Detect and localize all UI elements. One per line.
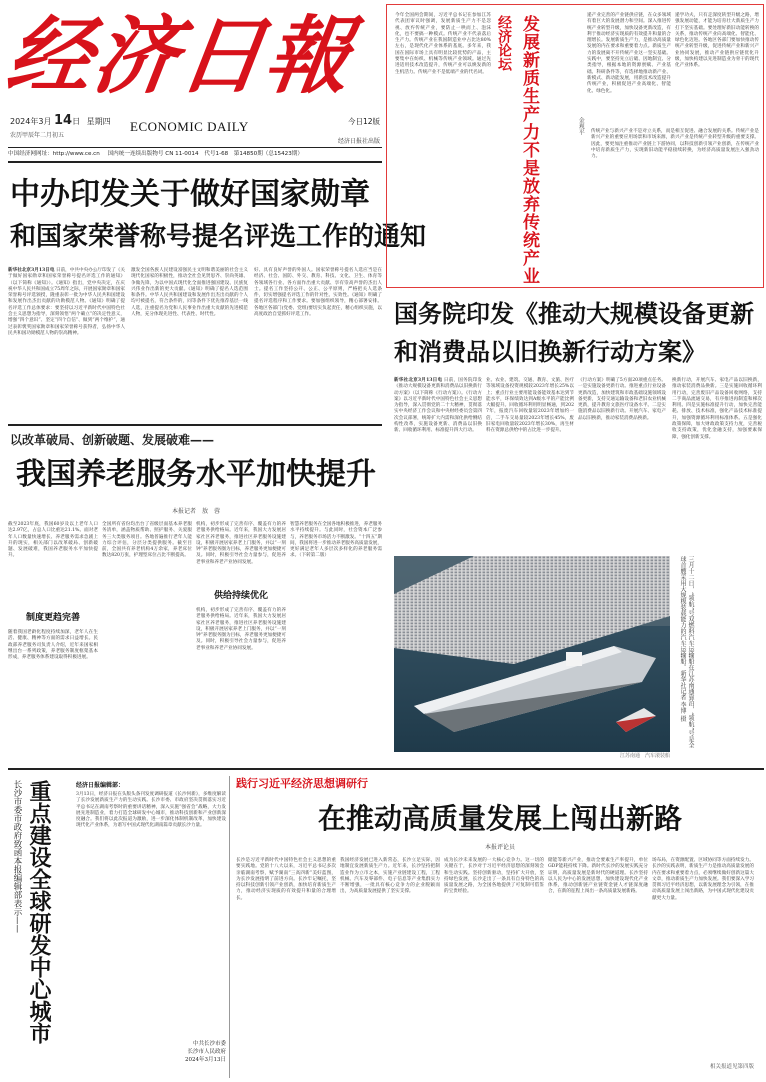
column-label: 经济论坛 <box>495 15 515 105</box>
pension-kicker: 以改革破局、创新破题、发展破难—— <box>10 433 215 447</box>
column-headline: 发展新质生产力不是放弃传统产业 <box>519 15 539 285</box>
honor-col-2: 激发全国各族人民建设富强民主文明和谐美丽的社会主义现代化国家的积极性，推动全社会见贤思齐、崇尚英雄、争做先锋，为以中国式现代化全面推进强国建设、民族复兴伟业作出新的更大贡献。《通知》明确了提名人选范围和条件。中华人民共和国建设和发展作出杰出贡献的个人均可被提名，符合条件的，同等条件下优先推荐基层一线人选，注重提名为党和人民事业作出重大贡献的先进模范人物，充分体现先进性、代表性、时代性。 <box>131 268 248 318</box>
masthead-rule-bottom <box>8 161 382 163</box>
page-count: 今日12版 <box>347 117 380 126</box>
ship-photo <box>394 556 670 752</box>
logo-text: 经济日報 <box>1 6 360 105</box>
xi-col-3: 成为长沙未来发展的一大核心竞争力。这一切的关键在于，长沙对于习近平经济思想的深刻领会和生动实践。坚持创新驱动，坚持扩大开放，坚持绿色发展，长沙走出了一条具有自身特色的高质量发展之路，为全国各地提供了可复制可借鉴的宝贵经验。 <box>444 858 544 895</box>
xi-col-4: 储能等新兴产业，推动全要素生产率提升，单位GDP能耗持续下降。新时代长沙的发展实践充分证明，高质量发展是新时代的硬道理。长沙坚持以人民为中心的发展思想，加快建设现代化产业体系，推动创新链产业链资金链人才链深度融合，在新的征程上闯出一条高质量发展新路。 <box>548 858 648 895</box>
xi-headline: 在推动高质量发展上闯出新路 <box>317 802 682 835</box>
masthead-date: 2024年3月 14日 星期四 <box>10 113 111 128</box>
divider-honor <box>8 424 382 426</box>
xi-col-1: 长沙是习近平新时代中国特色社会主义思想的重要实践地。党的十八大以来，习近平总书记多次亲临湖南考察，赋予湖南“三高四新”美好蓝图，为长沙发展指明了前进方向。长沙牢记嘱托，坚持以科技创新引领产业创新，加快培育新质生产力，推动经济实现质的有效提升和量的合理增长。 <box>236 858 336 901</box>
date-day: 14 <box>54 113 73 128</box>
xi-col-5: 场布局，在资源配置、区域协同等方面持续发力。长沙的实践表明，新质生产力是推动高质量发展的内在要求和重要着力点，必须继续做好创新这篇大文章，推动新质生产力加快发展。我们要深入学习贯彻习近平经济思想，以新发展理念为引领，在推动高质量发展上闯出新路，为中国式现代化建设贡献更大力量。 <box>652 858 754 901</box>
changsha-kicker: 长沙市委市政府致函本报编辑部表示—— <box>12 780 22 933</box>
state-council-headline-2: 和消费品以旧换新行动方案》 <box>394 338 706 366</box>
honor-headline-2: 和国家荣誉称号提名评选工作的通知 <box>10 222 427 252</box>
lunar-date: 农历甲辰年二月初五 <box>10 132 65 139</box>
publisher: 经济日报社出版 <box>337 138 380 145</box>
column-col-4: 传统产业与新兴产业不是对立关系，而是相互促进、融合发展的关系。传统产业是新兴产业的重要应用场景和市场来源，新兴产业是传统产业转型升级的重要支撑。因此，要更加注重推动产业链上下游协同，以科技创新引领产业创新，在传统产业中培育新质生产力，实现新旧动能平稳接续转换，为经济高质量发展注入强劲动力。 <box>591 129 759 160</box>
column-col-3: 递学功夫，只有走深度转型升级之路，增强发展动能，才能为培育壮大新质生产力打下坚实基础。要处理好新旧动能转换的关系，推动传统产业向高端化、智能化、绿色化迈进。各地区各部门要加快推动传统产业转型升级，促进传统产业和新兴产业协同发展，推动产业链供应链优化升级，加快构建以先进制造业为骨干的现代化产业体系。 <box>675 13 759 69</box>
state-council-col-1: 新华社北京3月13日电 日前，国务院印发《推动大规模设备更新和消费品以旧换新行动方案》（以下简称《行动方案》）。《行动方案》以习近平新时代中国特色社会主义思想为指导，深入贯彻党的二十大精神，贯彻落实中央经济工作会议和中央财经委员会第四次会议部署，统筹扩大内需和深化供给侧结构性改革，实施设备更新、消费品以旧换新、回收循环利用、标准提升四大行动。 <box>394 378 482 434</box>
xi-byline: 本报评论员 <box>484 844 515 851</box>
honor-headline-1: 中办印发关于做好国家勋章 <box>10 177 370 212</box>
changsha-box <box>8 776 230 1078</box>
photo-caption-short: 江苏南通 汽车滚装船 <box>619 753 670 759</box>
pension-col-2: 全国所有省份均出台了省级层面基本养老服务清单，涵盖物质帮助、照护服务、关爱服务三大类服务项目。各地普遍推行老年人能力综合评估，分层分类提供服务。截至目前，全国共有养老机构4万余家，养老床位数达820万张，护理型床位占比不断提高。 <box>102 522 192 559</box>
car-carrier-photo <box>394 556 670 752</box>
changsha-body: 3月13日，经济日报在头版头条刊发度调研报道《长沙何新》，多维度解读了长沙发展新质生产力的生动实践。长沙市委、市政府坚决贯彻落实习近平总书记在湖南考察时的重要讲话精神，深入实施“强省会”战略，大力发展先进制造业，着力打造全球研发中心城市，推动科技创新和产业创新深度融合。我们将以此次报道为激励，进一步深化体制机制改革，加快建设现代化产业体系，为谱写中国式现代化湖南篇章贡献长沙力量。 <box>76 792 226 829</box>
pension-byline: 本报记者 敖 蓉 <box>171 508 220 515</box>
masthead-rule-top <box>8 147 382 148</box>
pension-subhead-2: 供给持续优化 <box>213 591 268 601</box>
changsha-signature: 中共长沙市委 长沙市人民政府 2024年3月13日 <box>185 1041 226 1063</box>
changsha-headline: 重点建设全球研发中心城市 <box>26 780 51 1044</box>
state-council-col-2: 业、农业、建筑、交通、教育、文旅、医疗等领域设备投资规模较2023年增长25%以上；重点行业主要用能设备能效基本达到节能水平，环保绩效达到A级水平的产能比例大幅提升。回收循环利用明显畅通，到2027年，报废汽车回收量较2023年增加约一倍，二手车交易量较2023年增长45%，废旧家电回收量较2023年增长30%，再生材料在资源总供给中的占比进一步提升。 <box>486 378 574 434</box>
masthead-info-bar: 中国经济网网址：http://www.ce.cn 国内统一连续出版物号 CN 11-0014 代号1-68 第14850期（总15423期） <box>8 151 303 157</box>
column-col-2: 递产业完善的产业链供应链，在众多领域有着巨大的发展潜力和空间。深入推进传统产业转型升级，加快设备更新改造，有利于推动经济实现质的有效提升和量的合理增长。发展新质生产力，是推动高质量发展的内在要求和重要着力点。新质生产力的发展离不开传统产业这一坚实基础。实践中，要坚持先立后破、因地制宜、分类指导，根据本地的资源禀赋、产业基础、科研条件等，有选择地推动新产业、新模式、新动能发展，用新技术改造提升传统产业，积极促进产业高端化、智能化、绿色化。 <box>587 13 671 94</box>
column-author: 金观平 <box>577 117 585 135</box>
pension-headline: 我国养老服务水平加快提升 <box>16 457 376 492</box>
xi-col-2: 我国经济发展已进入新常态，长沙立足实际，因地制宜发展新质生产力。近年来，长沙坚持把制造业作为立市之本，实施产业链建设工程，工程机械、汽车及零部件、电子信息等产业集群实力不断增强，一批具有核心竞争力的企业脱颖而出，为高质量发展提供了坚实支撑。 <box>340 858 440 895</box>
state-council-col-4: 换新行动，开展汽车、家电产品以旧换新，推动家装消费品换新。三是实施回收循环利用行动，完善废旧产品设备回收网络，支持二手商品流通交易，有序推进再制造和梯次利用。四是实施标准提升行动，加快完善能耗、排放、技术标准，强化产品技术标准提升，加强资源循环利用标准体系。五是强化政策保障，加大财政政策支持力度，完善税收支持政策，优化金融支持，加强要素保障，强化创新支撑。 <box>672 378 762 440</box>
xi-section-label: 践行习近平经济思想调研行 <box>236 777 368 790</box>
honor-col-1: 新华社北京3月13日电 日前，中共中央办公厅印发了《关于做好国家勋章和国家荣誉称号提名评选工作的通知》（以下简称《通知》）。《通知》指出，党中央决定，在庆祝中华人民共和国成立75周年之际，开展国家勋章和国家荣誉称号评选颁授，隆重表彰一批为中华人民共和国建设和发展作出杰出贡献的功勋模范人物。《通知》明确了提名评选工作总体要求：要坚持以习近平新时代中国特色社会主义思想为指导，深刻领悟“两个确立”的决定性意义，增强“四个意识”、坚定“四个自信”、做到“两个维护”，通过表彰褒奖国家勋章和国家荣誉称号获得者，弘扬中华人民共和国功勋模范人物的崇高精神。 <box>8 268 125 336</box>
state-council-headline-1: 国务院印发《推动大规模设备更新 <box>394 300 754 328</box>
masthead-logo <box>1 6 380 106</box>
pension-col-1: 截至2023年底，我国60岁及以上老年人口达2.97亿，占总人口比重达21.1%。面对老年人口数量快速增长、养老服务需求急剧上升的现实，相关部门以改革破局、创新破题、发展破难，我国养老服务水平加快提升。 制度更趋完善 随着我国老龄化程度持续加深，老年人在生活、健康、精神等方面的需求日益增长。民政部养老服务司负责人介绍，近年来国家相继出台一系列政策，养老服务制度框架基本形成，养老服务体系建设取得积极进展。 <box>8 522 98 661</box>
english-name: ECONOMIC DAILY <box>130 119 249 134</box>
website-link[interactable]: 中国经济网网址：http://www.ce.cn <box>8 151 100 157</box>
column-article-box <box>386 4 764 288</box>
masthead <box>0 0 386 150</box>
pension-subhead-1: 制度更趋完善 <box>25 613 80 623</box>
pension-col-3: 机构，初步形成了完善有序、覆盖有力的养老服务供给格局。近年来，我国大力发展居家社区养老服务，推进社区养老服务设施建设，积极开展居家养老上门服务，并以“一刻钟”养老服务圈为目标，养老服务更加便捷可及。同时，积极引导社会力量参与，促进养老事业和养老产业协同发展。 供给持续优化 机构，初步形成了完善有序、覆盖有力的养老服务供给格局。近年来，我国大力发展居家社区养老服务，推进社区养老服务设施建设，积极开展居家养老上门服务，并以“一刻钟”养老服务圈为目标，养老服务更加便捷可及。同时，积极引导社会力量参与，促进养老事业和养老产业协同发展。 <box>196 522 286 651</box>
photo-caption-vertical: 三月十二日，“领航”号双燃料汽车运输船在江苏南通靠泊，“领航”号是全球首艘采用大规模装载能力的汽车运输船。新华社记者 李博 摄 <box>679 556 694 749</box>
divider-lower <box>8 768 764 770</box>
column-col-1: 今年全国两会期间，习近平总书记在参加江苏代表团审议时强调，发展新质生产力不是忽视、放弃传统产业，要防止一哄而上、泡沫化，也不要搞一种模式。传统产业不代表落后生产力。传统产业在我国制造业中占比达80%左右，是现代化产业体系的基底。多年来，我国在国际市场上具有明显比较优势的产品，主要集中在纺织、机械等传统产业领域。通过先进适用技术改造提升，传统产业可以焕发新的生机活力。传统产业不是低端产业的代名词。 <box>395 13 491 75</box>
right-margin-note: 相关报道见第四版 <box>709 1064 754 1070</box>
pension-col-4: 智慧养老服务在全国各地积极推进，养老服务水平持续提升。与此同时，社会资本广泛参与，养老服务市场活力不断激发。“十四五”期间，我国将进一步推动养老服务高质量发展，更好满足老年人多层次多样化的养老服务需求。（下转第二版） <box>290 522 382 559</box>
honor-col-3: 好、具有良好声誉的外国人。国家荣誉称号提名人选应当是在经济、社会、国防、外交、教育、科技、文化、卫生、体育等各领域各行业、各方面作出重大贡献、享有崇高声誉的杰出人士。提名工作坚持公开、公正、公平原则，严格把关人选条件，切实增强提名评选工作的针对性、实效性。《通知》明确了提名评选程序和工作要求。要加强组织领导，精心部署安排。各地区各部门(党委、党组)要切实负起责任，精心组织实施，以高度政治自觉抓好评选工作。 <box>254 268 382 318</box>
state-council-col-3: 《行动方案》明确了5方面20项重点任务。一是实施设备更新行动。推进重点行业设备更新改造，加快建筑和市政基础设施领域设备更新，支持交通运输设备和老旧农业机械更新，提升教育文旅医疗设备水平。二是实施消费品以旧换新行动。开展汽车、家电产品以旧换新，推动家装消费品换新。 <box>578 378 666 421</box>
changsha-editor-note: 经济日报编辑部： <box>76 782 125 789</box>
